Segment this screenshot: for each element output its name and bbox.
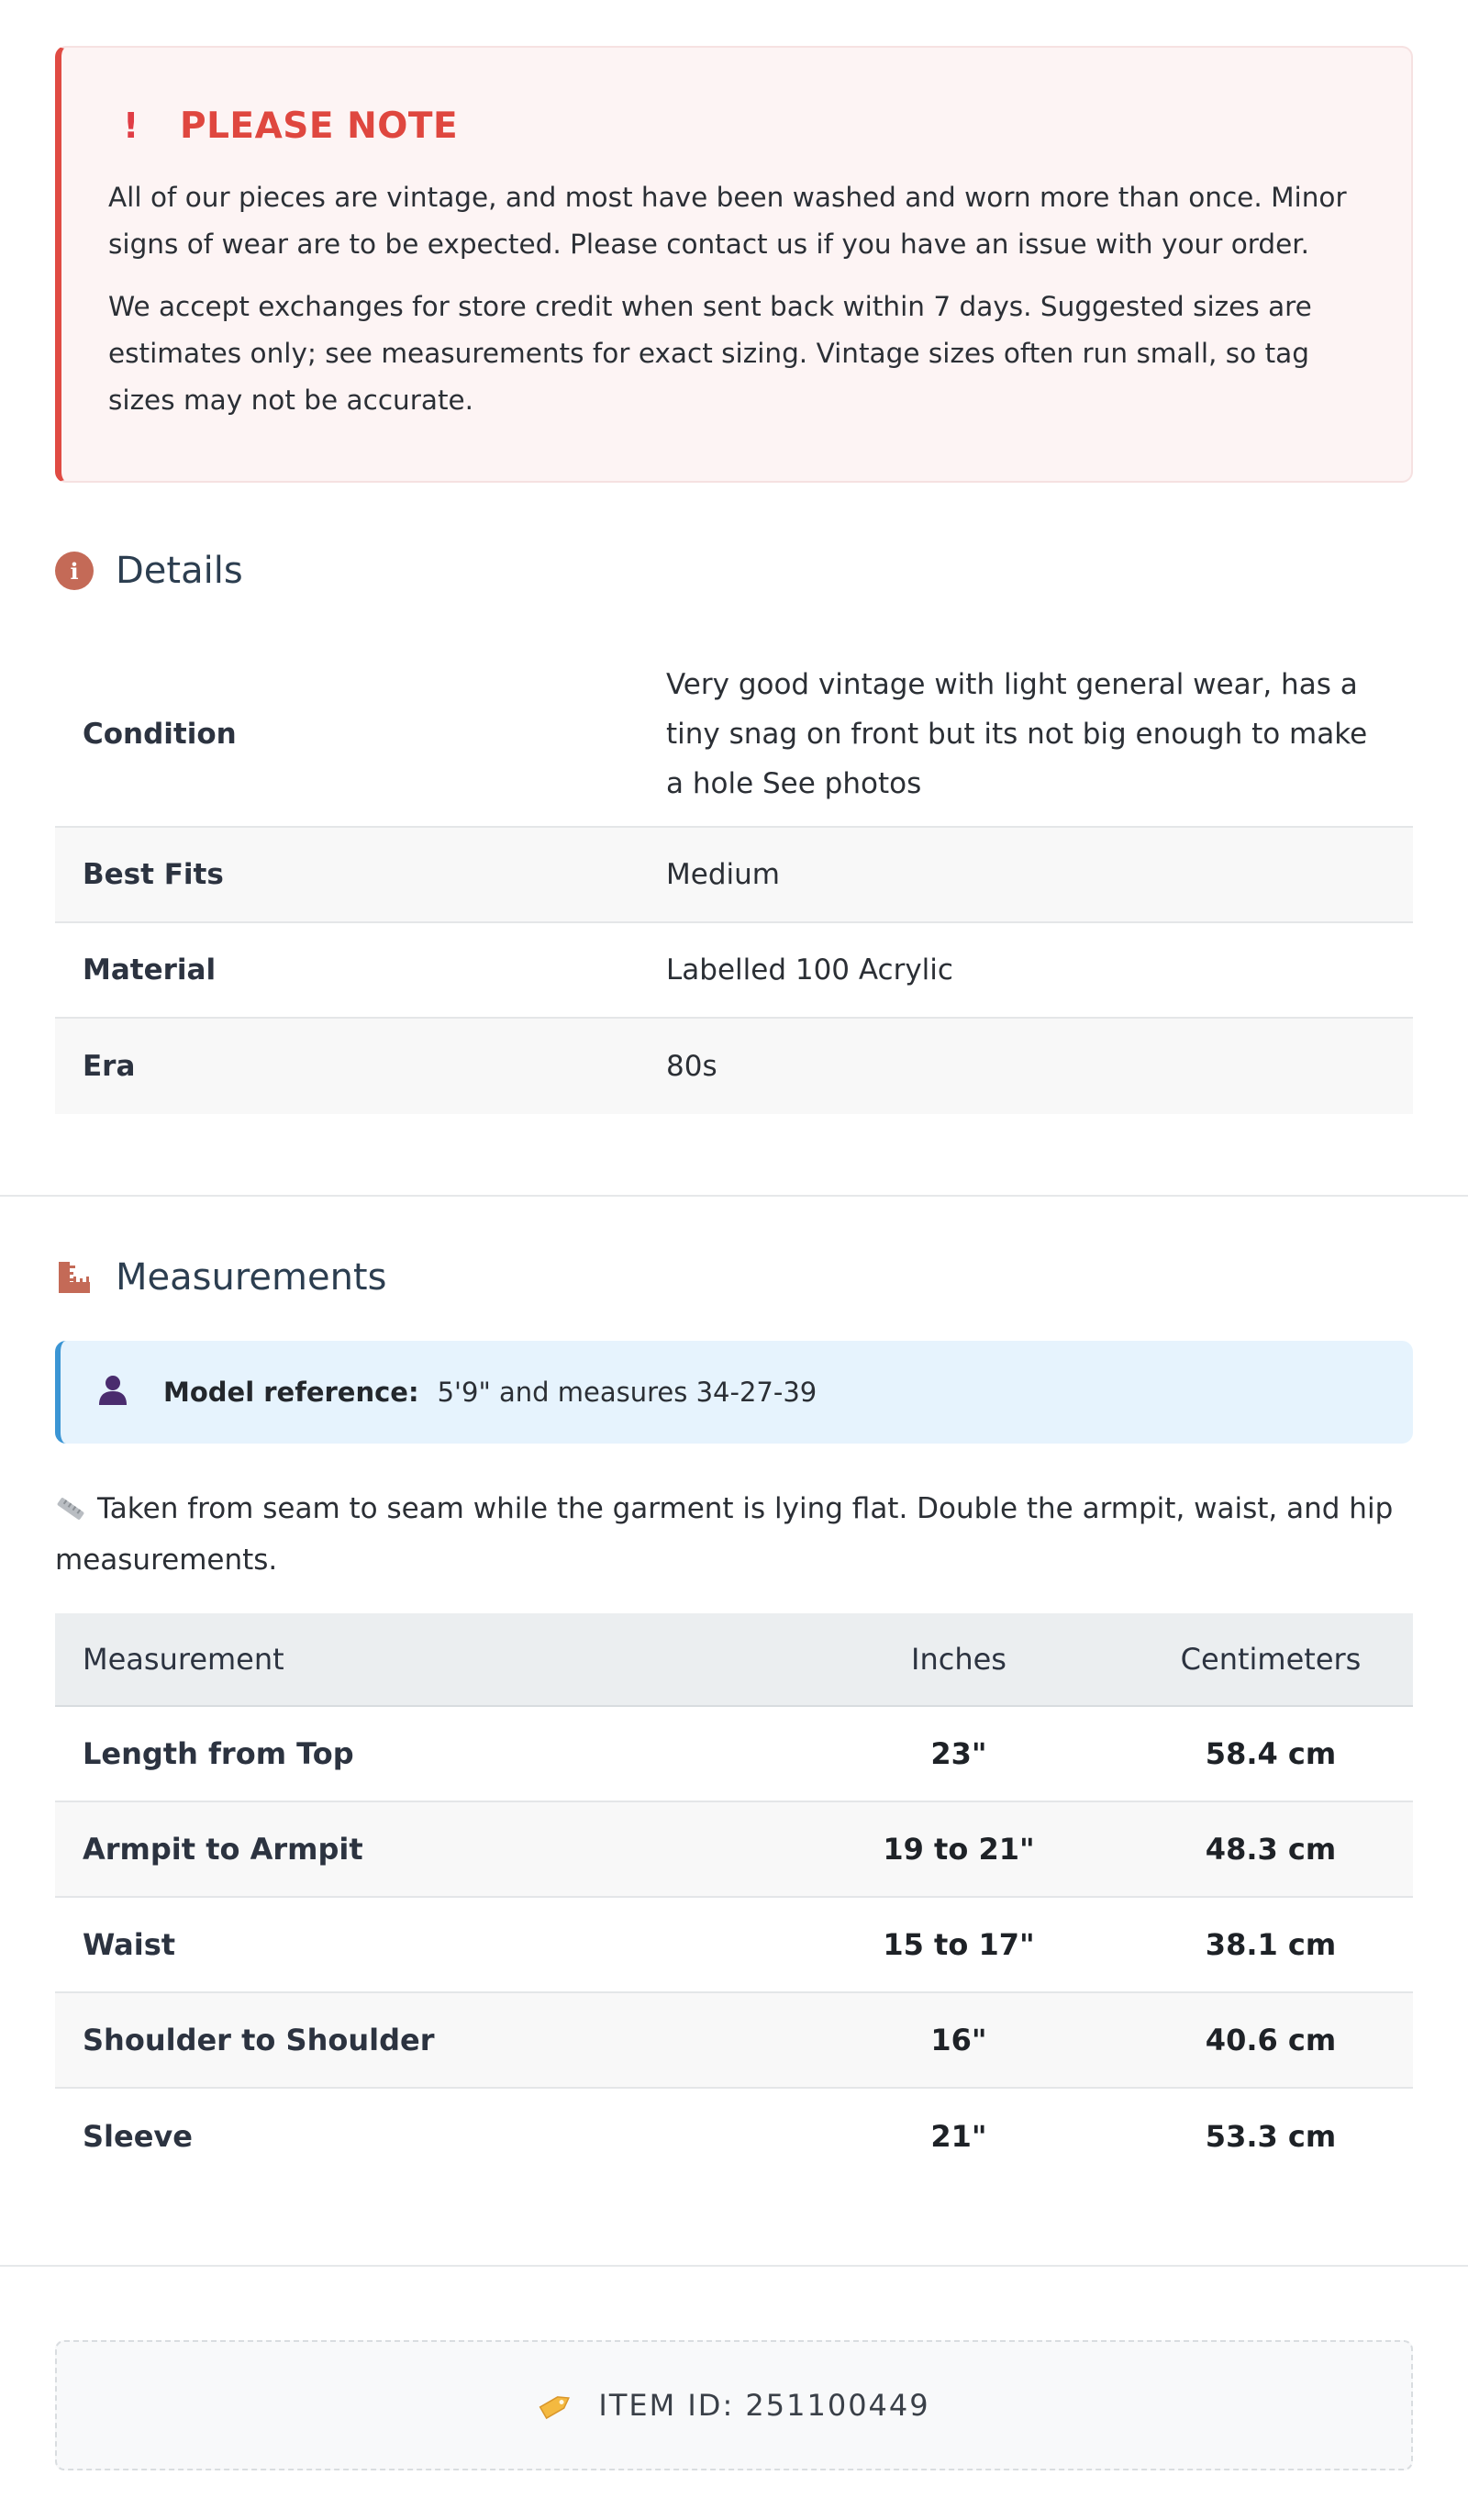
- header-centimeters: Centimeters: [1180, 1642, 1362, 1677]
- person-icon: [97, 1373, 163, 1412]
- model-reference-value: 5'9" and measures 34-27-39: [437, 1377, 817, 1408]
- details-value: Medium: [666, 858, 780, 891]
- ruler-pencil-icon: [55, 1489, 86, 1536]
- table-row: [55, 2089, 1413, 2184]
- table-row: [55, 1898, 1413, 1993]
- measurements-table: [55, 1613, 1413, 2184]
- measurements-title: Measurements: [116, 1256, 387, 1299]
- measurement-inches: 19 to 21": [883, 1832, 1035, 1867]
- details-label: Era: [83, 1050, 136, 1083]
- details-value: 80s: [666, 1050, 717, 1083]
- details-heading: [55, 543, 1413, 598]
- measurement-cm: 38.1 cm: [1205, 1927, 1337, 1962]
- section-divider: [0, 1195, 1468, 1197]
- info-icon: i: [55, 552, 116, 590]
- exclamation-icon: !: [123, 106, 139, 146]
- measurement-inches: 21": [930, 2119, 987, 2154]
- notice-box: [55, 46, 1413, 483]
- notice-title: PLEASE NOTE: [180, 105, 459, 147]
- measurements-heading: [55, 1250, 1413, 1305]
- measurement-cm: 48.3 cm: [1205, 1832, 1337, 1867]
- header-inches: Inches: [911, 1642, 1006, 1677]
- notice-paragraph: We accept exchanges for store credit when sent back within 7 days. Suggested sizes are estimates only; see measurements for exact sizing. Vintage sizes often run small, so tag sizes may not be accurate.: [108, 291, 1312, 416]
- measurement-inches: 23": [930, 1736, 987, 1771]
- measurement-cm: 58.4 cm: [1205, 1736, 1337, 1771]
- measurement-name: Length from Top: [83, 1736, 354, 1771]
- header-measurement: Measurement: [83, 1642, 284, 1677]
- details-row: [55, 1019, 1413, 1114]
- section-divider: [0, 2265, 1468, 2267]
- notice-header: [108, 101, 1362, 151]
- ruler-icon: [55, 1258, 116, 1297]
- details-label: Material: [83, 953, 217, 987]
- measurement-note: [55, 1485, 1413, 1584]
- table-row: [55, 1802, 1413, 1898]
- details-row: [55, 642, 1413, 828]
- measurement-note-text: Taken from seam to seam while the garment is lying flat. Double the armpit, waist, and hip measurements.: [55, 1492, 1394, 1577]
- measurement-name: Armpit to Armpit: [83, 1832, 363, 1867]
- table-row: [55, 1993, 1413, 2089]
- model-reference-label: Model reference:: [163, 1377, 419, 1408]
- details-label: Best Fits: [83, 858, 224, 891]
- measurement-name: Waist: [83, 1927, 176, 1962]
- details-table: [55, 642, 1413, 1114]
- measurement-name: Sleeve: [83, 2119, 193, 2154]
- measurement-inches: 16": [930, 2023, 987, 2057]
- tag-icon: [538, 2390, 574, 2421]
- measurement-inches: 15 to 17": [883, 1927, 1035, 1962]
- table-header: [55, 1613, 1413, 1707]
- details-title: Details: [116, 550, 243, 592]
- measurement-cm: 53.3 cm: [1205, 2119, 1337, 2154]
- table-row: [55, 1707, 1413, 1802]
- item-id-label: ITEM ID: 251100449: [598, 2388, 930, 2423]
- details-label: Condition: [83, 718, 237, 751]
- details-row: [55, 828, 1413, 923]
- model-reference: [55, 1341, 1413, 1444]
- details-row: [55, 923, 1413, 1019]
- notice-paragraph: All of our pieces are vintage, and most have been washed and worn more than once. Minor signs of wear are to be expected. Please contact us if you have an issue with your order.: [108, 182, 1347, 260]
- item-id-box: [55, 2340, 1413, 2470]
- details-value: Labelled 100 Acrylic: [666, 953, 953, 987]
- measurement-name: Shoulder to Shoulder: [83, 2023, 435, 2057]
- details-value: Very good vintage with light general wear, has a tiny snag on front but its not big enough to make a hole See photos: [666, 668, 1368, 800]
- measurement-cm: 40.6 cm: [1205, 2023, 1337, 2057]
